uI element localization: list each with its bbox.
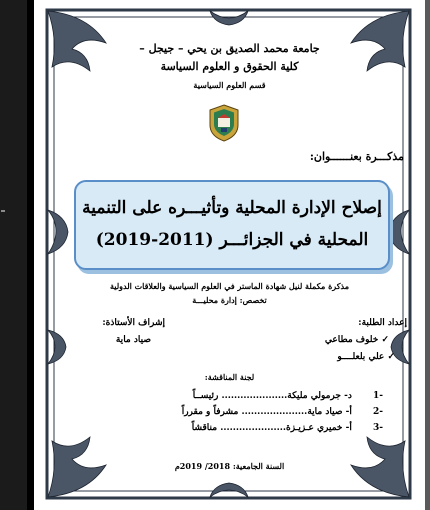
- student-1: [325, 335, 389, 345]
- student-name: خلوف مطاعي: [324, 335, 379, 345]
- member-role: رئيســاً: [192, 391, 219, 401]
- member-name: أ- خميري عـزيـزة: [286, 423, 352, 433]
- committee-member: [182, 407, 383, 417]
- member-dots: .....................: [241, 407, 308, 417]
- department-name: قسم العلوم السياسية: [193, 80, 266, 90]
- university-logo: [207, 103, 241, 143]
- title-box: [74, 180, 390, 270]
- memo-label: مذكـــرة بعنــــــوان:: [309, 150, 404, 163]
- check-icon: ✓: [378, 335, 389, 345]
- member-name: أ- صياد ماية: [307, 407, 352, 417]
- supervisor-name: صياد ماية: [115, 335, 151, 345]
- strip-marker: [1, 210, 5, 212]
- committee-member: [192, 423, 383, 433]
- member-dots: .....................: [220, 423, 287, 433]
- member-number: -3: [372, 423, 383, 433]
- member-role: مشرفاً و مقرراً: [181, 407, 239, 417]
- check-icon: ✓: [384, 352, 395, 362]
- students-label: إعداد الطلبة:: [358, 318, 407, 328]
- member-name: د- جرمولي مليكة: [287, 391, 352, 401]
- committee-member: [193, 391, 383, 401]
- document-page: [34, 0, 425, 510]
- supervisor-label: إشراف الأستاذة:: [102, 318, 165, 328]
- specialty: تخصص: إدارة محليـــة: [192, 295, 267, 305]
- page-edge: [425, 0, 430, 510]
- student-2: [337, 352, 395, 362]
- member-number: -2: [372, 407, 383, 417]
- student-name: علي بلعلــــو: [337, 352, 385, 362]
- member-role: مناقشاً: [191, 423, 218, 433]
- faculty-name: كلية الحقوق و العلوم السياسة: [160, 60, 299, 73]
- left-sidebar-strip: [0, 0, 27, 510]
- academic-year: السنة الجامعية: 2018/ 2019م: [174, 461, 285, 471]
- member-dots: .....................: [221, 391, 288, 401]
- committee-title: لجنة المناقشة:: [204, 372, 255, 382]
- member-number: -1: [372, 391, 383, 401]
- title-line-1: إصلاح الإدارة المحلية وتأثيـــره على التنمية: [82, 198, 382, 218]
- title-line-2: المحلية في الجزائـــر (2011-2019): [95, 230, 369, 250]
- degree-note: مذكرة مكملة لنيل شهادة الماستر في العلوم السياسية والعلاقات الدولية: [109, 281, 349, 291]
- university-name: جامعة محمد الصديق بن يحي – جيجل –: [139, 42, 320, 55]
